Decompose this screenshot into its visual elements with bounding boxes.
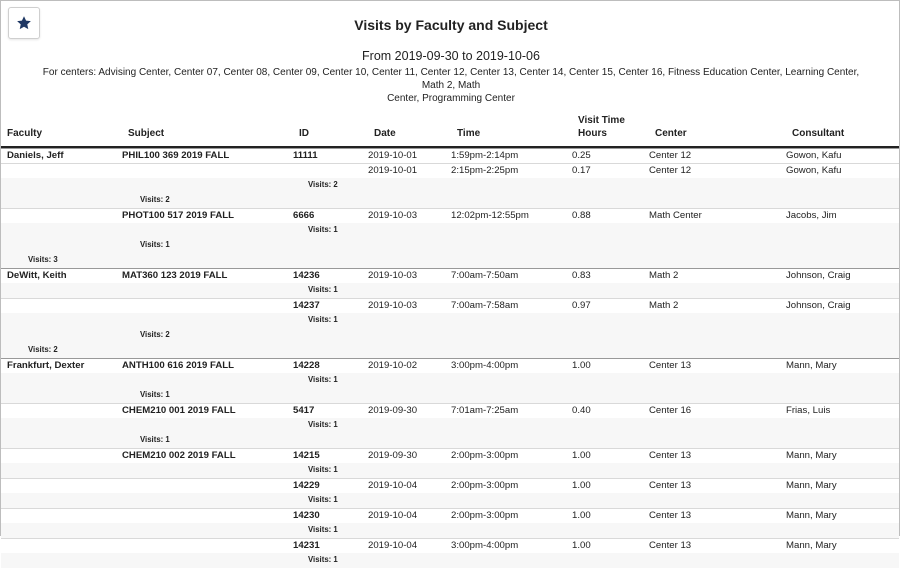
visit-consultant: Mann, Mary <box>786 539 899 554</box>
visit-consultant: Mann, Mary <box>786 449 899 464</box>
subject-subtotal-row <box>1 193 899 209</box>
visit-time: 3:00pm-4:00pm <box>451 359 572 374</box>
visit-row <box>1 209 899 224</box>
id-visits-count: Visits: 2 <box>293 178 368 193</box>
visit-time: 3:00pm-4:00pm <box>451 539 572 554</box>
col-header-center: Center <box>655 128 687 139</box>
visit-time: 2:00pm-3:00pm <box>451 449 572 464</box>
visit-date: 2019-10-03 <box>368 299 451 314</box>
subject-name: MAT360 123 2019 FALL <box>122 269 293 284</box>
subject-subtotal-row <box>1 238 899 253</box>
id-visits-count: Visits: 1 <box>293 463 368 479</box>
col-header-hours <box>578 114 625 140</box>
report-title: Visits by Faculty and Subject <box>354 17 548 33</box>
subject-subtotal-row <box>1 388 899 404</box>
subject-visits-count: Visits: 1 <box>122 238 293 253</box>
subject-visits-count: Visits: 1 <box>122 388 293 404</box>
subject-subtotal-row <box>1 328 899 343</box>
visit-time: 2:15pm-2:25pm <box>451 164 572 179</box>
col-header-subject: Subject <box>128 128 165 139</box>
id-subtotal-row <box>1 418 899 433</box>
id-visits-count: Visits: 1 <box>293 553 368 568</box>
visit-row <box>1 269 899 284</box>
col-header-date: Date <box>374 128 396 139</box>
visit-hours: 0.17 <box>572 164 649 179</box>
visit-row <box>1 164 899 179</box>
visit-center: Center 16 <box>649 404 786 419</box>
faculty-visits-count: Visits: 3 <box>1 253 122 269</box>
subject-visits-count: Visits: 1 <box>122 433 293 449</box>
subject-name: ANTH100 616 2019 FALL <box>122 359 293 374</box>
visit-hours: 1.00 <box>572 359 649 374</box>
visit-hours: 1.00 <box>572 509 649 524</box>
id-subtotal-row <box>1 463 899 479</box>
student-id: 5417 <box>293 404 368 419</box>
faculty-subtotal-row <box>1 253 899 269</box>
visit-date: 2019-10-04 <box>368 539 451 554</box>
student-id: 6666 <box>293 209 368 224</box>
visit-date: 2019-09-30 <box>368 404 451 419</box>
visit-time: 2:00pm-3:00pm <box>451 479 572 494</box>
visit-consultant: Johnson, Craig <box>786 299 899 314</box>
visit-time: 2:00pm-3:00pm <box>451 509 572 524</box>
visit-row <box>1 404 899 419</box>
visit-date: 2019-10-03 <box>368 269 451 284</box>
visit-hours: 0.97 <box>572 299 649 314</box>
visit-hours: 0.25 <box>572 149 649 164</box>
faculty-name: DeWitt, Keith <box>1 269 122 284</box>
visit-center: Center 13 <box>649 359 786 374</box>
col-header-consultant: Consultant <box>792 128 845 139</box>
visit-row <box>1 509 899 524</box>
visit-row <box>1 359 899 374</box>
id-visits-count: Visits: 1 <box>293 373 368 388</box>
visit-hours: 1.00 <box>572 539 649 554</box>
visit-date: 2019-10-01 <box>368 149 451 164</box>
visit-center: Math Center <box>649 209 786 224</box>
id-visits-count: Visits: 1 <box>293 283 368 299</box>
visit-center: Center 12 <box>649 149 786 164</box>
id-subtotal-row <box>1 178 899 193</box>
id-subtotal-row <box>1 223 899 238</box>
visit-date: 2019-10-02 <box>368 359 451 374</box>
faculty-visits-count: Visits: 2 <box>1 343 122 359</box>
visit-hours: 0.40 <box>572 404 649 419</box>
centers-line-2: Center, Programming Center <box>387 93 515 104</box>
student-id: 14228 <box>293 359 368 374</box>
id-subtotal-row <box>1 553 899 568</box>
report-table <box>1 148 899 568</box>
visit-hours: 1.00 <box>572 449 649 464</box>
student-id: 14230 <box>293 509 368 524</box>
subject-name: CHEM210 002 2019 FALL <box>122 449 293 464</box>
centers-line-1: For centers: Advising Center, Center 07, Center 08, Center 09, Center 10, Center 11, Center 12, Center 13, Center 14, Center 15, Center 16, Fitness Education Center, Learning Center, Math 2, Math <box>42 67 860 91</box>
visit-center: Center 12 <box>649 164 786 179</box>
subject-name: CHEM210 001 2019 FALL <box>122 404 293 419</box>
visit-time: 7:00am-7:50am <box>451 269 572 284</box>
faculty-name: Frankfurt, Dexter <box>1 359 122 374</box>
visit-center: Center 13 <box>649 479 786 494</box>
id-subtotal-row <box>1 283 899 299</box>
visit-time: 12:02pm-12:55pm <box>451 209 572 224</box>
faculty-name: Daniels, Jeff <box>1 149 122 164</box>
visit-consultant: Gowon, Kafu <box>786 149 899 164</box>
col-header-hours-line-1: Visit Time <box>578 115 625 126</box>
visit-hours: 1.00 <box>572 479 649 494</box>
visit-row <box>1 299 899 314</box>
id-visits-count: Visits: 1 <box>293 523 368 539</box>
id-subtotal-row <box>1 493 899 509</box>
col-header-faculty: Faculty <box>7 128 43 139</box>
visit-center: Math 2 <box>649 299 786 314</box>
visit-time: 1:59pm-2:14pm <box>451 149 572 164</box>
subject-visits-count: Visits: 2 <box>122 328 293 343</box>
visit-date: 2019-09-30 <box>368 449 451 464</box>
visit-consultant: Jacobs, Jim <box>786 209 899 224</box>
visit-consultant: Mann, Mary <box>786 479 899 494</box>
visit-consultant: Johnson, Craig <box>786 269 899 284</box>
date-range: From 2019-09-30 to 2019-10-06 <box>362 49 540 63</box>
visit-row <box>1 479 899 494</box>
visit-time: 7:00am-7:58am <box>451 299 572 314</box>
visit-row <box>1 539 899 554</box>
faculty-subtotal-row <box>1 343 899 359</box>
col-header-hours-line-2: Hours <box>578 128 607 139</box>
visit-hours: 0.88 <box>572 209 649 224</box>
visit-time: 7:01am-7:25am <box>451 404 572 419</box>
subject-name: PHIL100 369 2019 FALL <box>122 149 293 164</box>
col-header-id: ID <box>299 128 309 139</box>
id-subtotal-row <box>1 373 899 388</box>
visit-center: Center 13 <box>649 449 786 464</box>
student-id: 14231 <box>293 539 368 554</box>
visit-consultant: Mann, Mary <box>786 359 899 374</box>
subject-name: PHOT100 517 2019 FALL <box>122 209 293 224</box>
id-subtotal-row <box>1 313 899 328</box>
id-visits-count: Visits: 1 <box>293 418 368 433</box>
student-id: 14237 <box>293 299 368 314</box>
visit-hours: 0.83 <box>572 269 649 284</box>
student-id: 11111 <box>293 149 368 164</box>
visit-center: Center 13 <box>649 539 786 554</box>
centers-filter <box>31 66 871 105</box>
id-visits-count: Visits: 1 <box>293 493 368 509</box>
visit-consultant: Frias, Luis <box>786 404 899 419</box>
id-subtotal-row <box>1 523 899 539</box>
id-visits-count: Visits: 1 <box>293 223 368 238</box>
visit-row <box>1 449 899 464</box>
student-id: 14215 <box>293 449 368 464</box>
visit-date: 2019-10-04 <box>368 509 451 524</box>
visit-date: 2019-10-01 <box>368 164 451 179</box>
subject-subtotal-row <box>1 433 899 449</box>
student-id: 14236 <box>293 269 368 284</box>
student-id: 14229 <box>293 479 368 494</box>
visit-date: 2019-10-03 <box>368 209 451 224</box>
visit-consultant: Mann, Mary <box>786 509 899 524</box>
visit-center: Math 2 <box>649 269 786 284</box>
id-visits-count: Visits: 1 <box>293 313 368 328</box>
visit-center: Center 13 <box>649 509 786 524</box>
col-header-time: Time <box>457 128 481 139</box>
visit-date: 2019-10-04 <box>368 479 451 494</box>
visit-row <box>1 149 899 164</box>
subject-visits-count: Visits: 2 <box>122 193 293 209</box>
visit-consultant: Gowon, Kafu <box>786 164 899 179</box>
